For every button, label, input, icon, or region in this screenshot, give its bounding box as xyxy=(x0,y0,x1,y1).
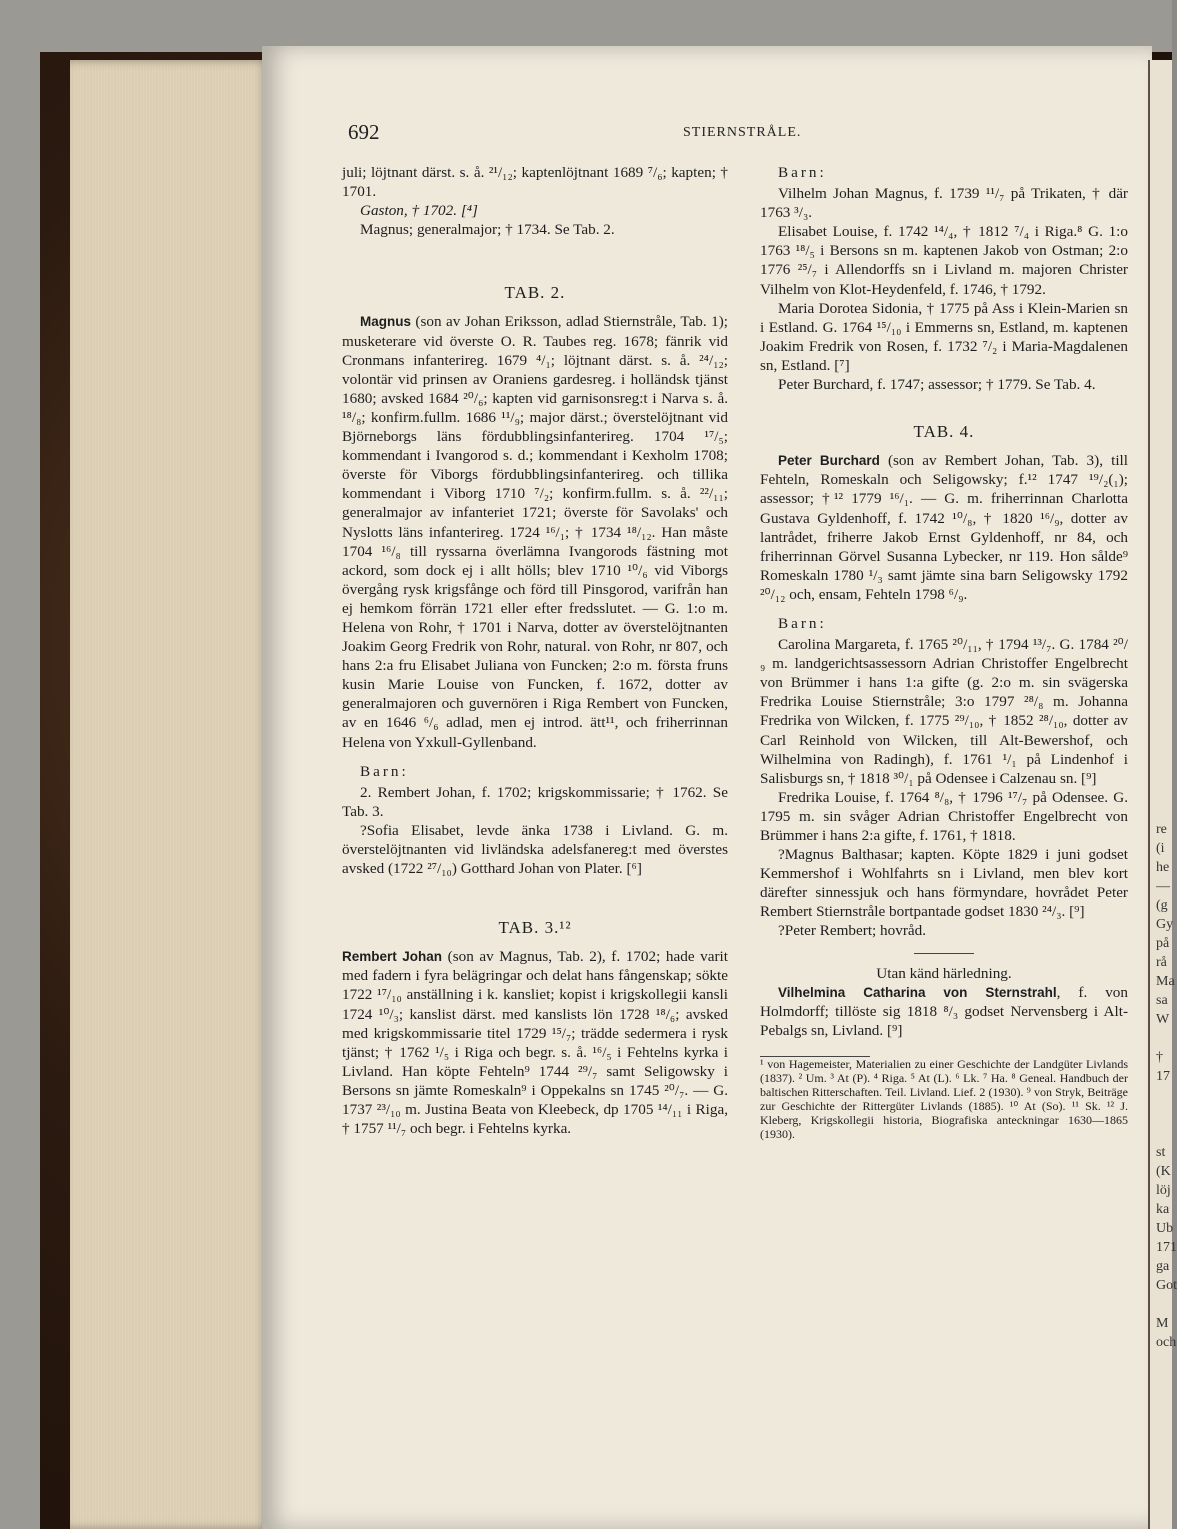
next-page-text-fragment: (K xyxy=(1156,1164,1171,1179)
next-page-text-fragment: sa xyxy=(1156,993,1168,1008)
child-entry: Maria Dorotea Sidonia, † 1775 på Ass i Klein-Marien sn i Estland. G. 1764 ¹⁵/₁₀ i Emmerns sn, Estland, m. kaptenen Joakim Fredrik von Rosen, f. 1732 ⁷/₂ i Maria-Magdalenen sn, Estland. [⁷] xyxy=(760,299,1128,374)
next-page-text-fragment: 171 xyxy=(1156,1240,1177,1255)
child-entry: Peter Burchard, f. 1747; assessor; † 1779. Se Tab. 4. xyxy=(778,376,1096,394)
section-subheading: Utan känd härledning. xyxy=(876,964,1012,982)
next-page-text-fragment: på xyxy=(1156,936,1170,951)
child-entry: Vilhelm Johan Magnus, f. 1739 ¹¹/₇ på Trikaten, † där 1763 ³/₃. xyxy=(760,185,1128,222)
next-page-text-fragment: Ub xyxy=(1156,1221,1174,1236)
page-number: 692 xyxy=(348,120,380,144)
entry-text: , f. von Holmdorff; tillöste sig 1818 ⁸/₃ godset Nervensberg i Alt-Pebalgs sn, Livland. [⁹] xyxy=(760,983,1128,1039)
next-page-text-fragment: (g xyxy=(1156,898,1168,913)
children-label: Barn: xyxy=(778,614,827,632)
next-page-text-fragment: ga xyxy=(1156,1259,1170,1274)
left-column xyxy=(342,163,728,1138)
child-entry: ?Magnus Balthasar; kapten. Köpte 1829 i juni godset Kemmershof i Wohlfahrts sn i Livland, men blev kort därefter sinnessjuk och hans förmyndare, hovrådet Peter Rembert Stiernstråle bortpantade godset 1830 ²⁴/₃. [⁹] xyxy=(760,846,1128,921)
right-column xyxy=(760,163,1128,1141)
page-edges xyxy=(70,60,270,1529)
child-entry: 2. Rembert Johan, f. 1702; krigskommissarie; † 1762. Se Tab. 3. xyxy=(342,783,728,820)
child-entry: ?Peter Rembert; hovråd. xyxy=(778,922,927,940)
entry-name: Peter Burchard xyxy=(778,453,880,469)
next-page-text-fragment: † xyxy=(1156,1050,1163,1065)
section-heading: TAB. 2. xyxy=(504,283,566,303)
next-page-text-fragment: rå xyxy=(1156,955,1167,970)
next-page-fragment xyxy=(1148,60,1177,1529)
next-page-text-fragment: ka xyxy=(1156,1202,1170,1217)
children-label: Barn: xyxy=(360,762,409,780)
entry-text: (son av Rembert Johan, Tab. 3), till Fehteln, Romeskaln och Seligowsky; f.¹² 1747 ¹⁹/₂(₁); assessor; †¹² 1779 ¹⁶/₁. — G. m. friherrinnan Charlotta Gustava Gyldenhoff, f. 1742 ¹⁰/₈, † 1820 ¹⁶/₉, dotter av lantrådet, friherre Jakob Ernst Gyldenhoff, nr 84, och friherrinnan Görvel Susanna Lybecker, nr 119. Hon sålde⁹ Romeskaln 1780 ¹/₃ samt jämte sina barn Seligowsky 1792 ²⁰/₁₂ och, ensam, Fehteln 1798 ⁶/₉. xyxy=(760,452,1128,603)
next-page-text-fragment xyxy=(1156,1029,1172,1048)
next-page-text-fragment: Ma xyxy=(1156,974,1175,989)
running-head: STIERNSTRÅLE. xyxy=(683,125,802,140)
next-page-text-fragment: löj xyxy=(1156,1183,1171,1198)
next-page-text-fragment: 17 xyxy=(1156,1069,1170,1084)
paragraph: Gaston, † 1702. [⁴] xyxy=(360,202,478,220)
next-page-text-fragment xyxy=(1156,1086,1172,1105)
next-page-text-fragment: st xyxy=(1156,1145,1166,1160)
paragraph: Magnus; generalmajor; † 1734. Se Tab. 2. xyxy=(360,221,615,239)
section-heading: TAB. 4. xyxy=(913,422,975,442)
entry-name: Magnus xyxy=(360,314,412,330)
next-page-text-fragment xyxy=(1156,1124,1172,1143)
next-page-text-fragment xyxy=(1156,1295,1172,1314)
next-page-text-fragment: — xyxy=(1156,879,1170,894)
next-page-text-fragment: Got xyxy=(1156,1278,1177,1293)
child-entry: ?Sofia Elisabet, levde änka 1738 i Livland. G. m. överstelöjtnanten vid livländska adelsfanereg:t med överstes avsked (1722 ²⁷/₁₀) Gotthard Johan von Plater. [⁶] xyxy=(342,821,728,878)
entry xyxy=(760,451,1128,604)
entry-name: Rembert Johan xyxy=(342,949,443,965)
next-page-text-fragment: och xyxy=(1156,1335,1177,1350)
entry-text: (son av Johan Eriksson, adlad Stiernstråle, Tab. 1); musketerare vid överste O. R. Taubes reg. 1678; fänrik vid Cronmans infanterireg. 1679 ⁴/₁; löjtnant därst. s. å. ²⁴/₁₂; volontär vid prinsen av Oraniens gardesreg. i holländsk tjänst 1680; avsked 1684 ²⁰/₆; kapten vid garnisonsreg:t i Narva s. å. ¹⁸/₈; konfirm.fullm. 1686 ¹¹/₉; major därst.; överstelöjtnant vid Björneborgs läns fördubblingsinfanterireg. 1704 ¹⁷/₅; kommendant i Ivangorod s. d.; kommendant i Kexholm 1708; överste för Viborgs fördubblingsinfanterireg. och tillika kommendant i Viborg 1710 ⁷/₂; konfirm.fullm. s. å. ²²/₁₁; generalmajor av infanteriet 1721; överste för Savolaks' och Nyslotts läns infanterireg. 1724 ¹⁶/₁; † 1734 ¹⁸/₁₂. Han måste 1704 ¹⁶/₈ till ryssarna överlämna Ivangorods fästning mot ackord, som dock ej i allt hölls; blev 1710 ¹⁰/₆ vid Viborgs övergång rysk krigsfånge och förd till Pinsgorod, varifrån han ej hemkom förrän 1721 eller efter fredsslutet. — G. 1:o m. Helena von Rohr, † 1701 i Narva, dotter av överstelöjtnanten Joakim Georg Fredrik von Rohr, natural. von Rohr, nr 807, och hans 2:a fru Elisabet Juliana von Funcken; 2:o m. första fruns kusin Marie Louise von Funcken, f. 1672, dotter av generalmajoren och guvernören i Riga Rembert von Funcken, av en 1646 ⁶/₆ adlad, men ej introd. ätt¹¹, och friherrinnan Helena von Yxkull-Gyllenband. xyxy=(342,313,728,751)
divider xyxy=(914,953,974,954)
entry xyxy=(760,983,1128,1040)
next-page-text-fragment: he xyxy=(1156,860,1170,875)
next-page-text-fragment: W xyxy=(1156,1012,1170,1027)
entry xyxy=(342,947,728,1138)
children-label: Barn: xyxy=(778,164,827,181)
section-heading: TAB. 3.¹² xyxy=(498,918,572,938)
footnotes: ¹ von Hagemeister, Materialien zu einer Geschichte der Landgüter Livlands (1837). ² Um. ³ At (P). ⁴ Riga. ⁵ At (L). ⁶ Lk. ⁷ Ha. ⁸ Geneal. Handbuch der baltischen Ritterschaften. Teil. Livland. Lief. 2 (1930). ⁹ von Stryk, Beiträge zur Geschichte der Rittergüter Livlands (1885). ¹⁰ At (So). ¹¹ Sk. ¹² J. Kleberg, Krigskollegii historia, Biografiska anteckningar 1630—1865 (1930). xyxy=(760,1056,1128,1141)
entry-text: (son av Magnus, Tab. 2), f. 1702; hade varit med fadern i fyra belägringar och delat hans fångenskap; sökte 1722 ¹⁷/₁₀ anställning i k. kansliet; kopist i krigskollegii kansli 1724 ¹⁰/₃; kanslist därst. med kanslists lön 1728 ¹⁸/₆; avsked med krigskommissarie titel 1729 ¹⁵/₇; trädde sedermera i rysk tjänst; † 1762 ¹/₅ i Riga och begr. s. å. ¹⁶/₅ i Fehtelns kyrka i Livland. Han köpte Fehteln⁹ 1744 ²⁹/₇ samt Seligowsky i Bersons sn jämte Romeskaln⁹ i Oppekalns sn 1745 ²⁰/₇. — G. 1737 ²³/₁₀ m. Justina Beata von Kleebeck, dp 1705 ¹⁴/₁₁ i Riga, † 1757 ¹¹/₇ och begr. i Fehtelns kyrka. xyxy=(342,948,728,1138)
paragraph: juli; löjtnant därst. s. å. ²¹/₁₂; kaptenlöjtnant 1689 ⁷/₆; kapten; † 1701. xyxy=(342,164,728,201)
entry-name: Vilhelmina Catharina von Sternstrahl xyxy=(778,984,1057,1000)
entry xyxy=(342,312,728,751)
next-page-text-fragment: M xyxy=(1156,1316,1169,1331)
next-page-text-fragment xyxy=(1156,1105,1172,1124)
next-page-text-fragment: Gy xyxy=(1156,917,1174,932)
child-entry: Elisabet Louise, f. 1742 ¹⁴/₄, † 1812 ⁷/₄ i Riga.⁸ G. 1:o 1763 ¹⁸/₅ i Bersons sn m. kaptenen Jakob von Ostman; 2:o 1776 ²⁵/₇ i Allendorffs sn i Livland m. majoren Christer Vilhelm von Klot-Heydenfeld, f. 1746, † 1792. xyxy=(760,223,1128,298)
next-page-text-fragment: re xyxy=(1156,822,1167,837)
child-entry: Fredrika Louise, f. 1764 ⁸/₈, † 1796 ¹⁷/₇ på Odensee. G. 1795 m. sin svåger Adrian Christoffer Engelbrecht von Brümmer i hans 2:a gifte, f. 1761, † 1818. xyxy=(760,788,1128,844)
next-page-text-fragment: (i xyxy=(1156,841,1165,856)
child-entry: Carolina Margareta, f. 1765 ²⁰/₁₁, † 1794 ¹³/₇. G. 1784 ²⁰/₉ m. landgerichtsassessorn Adrian Christoffer Engelbrecht von Brümmer i hans 1:a gifte (g. 2:o m. sin svägerska Fredrika Louise Stiernstråle; 3:o 1797 ²⁸/₈ m. Johanna Fredrika von Wilcken, f. 1775 ²⁹/₁₀, † 1852 ²⁸/₁₀, dotter av Carl Reinhold von Wilcken, till Alt-Bewershof, och Wilhelmina von Radingh), f. 1761 ¹/₁ på Lindenhof i Salisburgs sn, † 1818 ³⁰/₁ på Odensee i Calzenau sn. [⁹] xyxy=(760,636,1128,787)
